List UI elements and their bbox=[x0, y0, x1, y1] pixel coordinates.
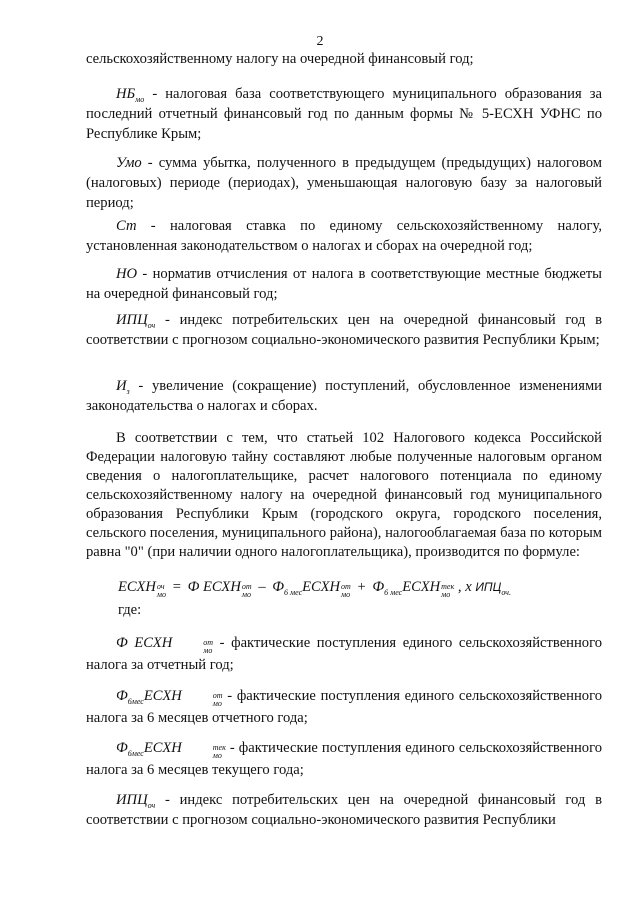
formula-term-3-sub: мо bbox=[441, 590, 451, 599]
symbol-d4-sub: оч bbox=[147, 800, 156, 810]
formula-term-3-prefix: Ф bbox=[372, 579, 385, 595]
main-paragraph: В соответствии с тем, что статьей 102 Налогового кодекса Российской Федерации налоговую тайну составляют любые полученные налоговым органом сведения о налогоплательщике, расчет налогового потенциала по единому сельскохозяйственному налогу на очередной финансовый год муниципального образования Республики Крым (городского округа, городского поселения, сельского поселения, муниципального района), налогооблагаемая база по которым равна "0" (при наличии одного налогоплательщика), производится по формуле: bbox=[86, 430, 602, 560]
symbol-d3-prefix-sub: 6мес bbox=[127, 748, 144, 758]
formula-term-1 bbox=[188, 579, 252, 599]
where-label: где: bbox=[118, 602, 142, 618]
symbol-ipc: ИПЦ bbox=[116, 312, 148, 328]
symbol-d3-sup: тек bbox=[212, 743, 226, 752]
formula-lhs bbox=[118, 579, 166, 599]
definition-iz bbox=[86, 376, 602, 416]
definition-iz-text: - увеличение (сокращение) поступлений, обусловленное изменениями законодательства о налогах и сборах. bbox=[86, 378, 602, 414]
symbol-d2-sub: мо bbox=[212, 699, 222, 708]
formula-term-1-sup: от bbox=[241, 582, 252, 591]
symbol-d2-indices bbox=[183, 692, 223, 708]
symbol-d3-sub: мо bbox=[212, 751, 222, 760]
formula-term-3-indices bbox=[441, 583, 454, 599]
formula-term-1-indices bbox=[242, 583, 252, 599]
formula-term-1-symbol: Ф ЕСХН bbox=[187, 579, 241, 595]
symbol-umo: Умо bbox=[116, 155, 142, 171]
definition-no bbox=[86, 264, 602, 304]
formula-term-1-sub: мо bbox=[241, 590, 251, 599]
definition-no-text: - норматив отчисления от налога в соответствующие местные бюджеты на очередной финансовый год; bbox=[86, 266, 602, 302]
formula-plus: + bbox=[357, 579, 366, 595]
definition-d3 bbox=[86, 738, 602, 780]
definition-nb-text: - налоговая база соответствующего муниципального образования за последний отчетный финансовый год по данным формы № 5-ЕСХН УФНС по Республике Крым; bbox=[86, 86, 602, 142]
formula-lhs-indices bbox=[157, 583, 166, 599]
symbol-d1-sub: мо bbox=[203, 646, 213, 655]
formula-term-2-indices bbox=[341, 583, 351, 599]
formula-lhs-sub: мо bbox=[156, 590, 167, 599]
formula-term-3-sup: тек bbox=[441, 582, 455, 591]
symbol-d1: Ф ЕСХН bbox=[116, 635, 173, 651]
definition-ipc bbox=[86, 310, 602, 350]
definition-st-text: - налоговая ставка по единому сельскохозяйственному налогу, установленная законодательством о налогах и сборах на очередной год; bbox=[86, 218, 602, 254]
formula-term-3 bbox=[372, 579, 454, 599]
symbol-d2-prefix-sub: 6мес bbox=[127, 696, 144, 706]
formula-term-2-prefix-sub: 6 мес bbox=[284, 587, 303, 597]
definition-d1-text: - фактические поступления единого сельскохозяйственного налога за отчетный год; bbox=[86, 635, 603, 673]
symbol-d3-indices bbox=[183, 744, 226, 760]
symbol-st: Ст bbox=[116, 218, 137, 234]
definition-d2 bbox=[86, 686, 602, 728]
symbol-no: НО bbox=[116, 266, 138, 282]
symbol-d2-prefix: Ф bbox=[116, 688, 128, 704]
formula-equals: = bbox=[172, 579, 181, 595]
symbol-d4: ИПЦ bbox=[116, 792, 148, 808]
symbol-d3-prefix: Ф bbox=[116, 740, 128, 756]
formula-term-2 bbox=[272, 579, 351, 599]
symbol-d1-indices bbox=[173, 639, 213, 655]
continuation-line: сельскохозяйственному налогу на очередной финансовый год; bbox=[86, 51, 474, 67]
formula-times: , х bbox=[457, 579, 472, 595]
formula-term-2-prefix: Ф bbox=[272, 579, 285, 595]
page-number: 2 bbox=[316, 34, 324, 49]
definition-umo-text: - сумма убытка, полученного в предыдущем (предыдущих) налоговом (налоговых) периоде (периодах), уменьшающая налоговую базу за налоговый период; bbox=[86, 155, 602, 211]
formula bbox=[118, 579, 511, 599]
formula-term-3-symbol: ЕСХН bbox=[402, 579, 441, 595]
definition-umo bbox=[86, 153, 602, 213]
formula-term-3-prefix-sub: 6 мес bbox=[384, 587, 403, 597]
formula-lhs-symbol: ЕСХН bbox=[118, 579, 156, 595]
formula-term-2-symbol: ЕСХН bbox=[302, 579, 341, 595]
symbol-d2-sup: от bbox=[212, 691, 223, 700]
formula-minus: – bbox=[258, 579, 266, 595]
symbol-d1-sup: от bbox=[203, 638, 214, 647]
formula-term-2-sub: мо bbox=[341, 590, 351, 599]
definition-st bbox=[86, 216, 602, 256]
definition-d1 bbox=[86, 633, 602, 675]
symbol-ipc-sub: оч bbox=[147, 320, 156, 330]
symbol-nb: НБ bbox=[116, 86, 136, 102]
formula-ipc: ИПЦ bbox=[475, 580, 502, 594]
symbol-iz: И bbox=[116, 378, 127, 394]
definition-d4-text: - индекс потребительских цен на очередной финансовый год в соответствии с прогнозом социально-экономического развития Республики bbox=[86, 792, 602, 828]
formula-lhs-sup: оч bbox=[156, 582, 165, 591]
formula-ipc-sub: оч. bbox=[501, 587, 511, 597]
definition-ipc-text: - индекс потребительских цен на очередной финансовый год в соответствии с прогнозом социально-экономического развития Республики Крым; bbox=[86, 312, 602, 348]
symbol-iz-sub: з bbox=[126, 386, 130, 396]
formula-term-2-sup: от bbox=[341, 582, 351, 591]
symbol-d3: ЕСХН bbox=[143, 740, 182, 756]
definition-d2-text: - фактические поступления единого сельскохозяйственного налога за 6 месяцев отчетного года; bbox=[86, 688, 602, 726]
definition-d4 bbox=[86, 790, 602, 830]
symbol-nb-sub: мо bbox=[135, 94, 145, 104]
definition-d3-text: - фактические поступления единого сельскохозяйственного налога за 6 месяцев текущего года; bbox=[86, 740, 602, 778]
symbol-d2: ЕСХН bbox=[143, 688, 182, 704]
definition-nb bbox=[86, 84, 602, 144]
